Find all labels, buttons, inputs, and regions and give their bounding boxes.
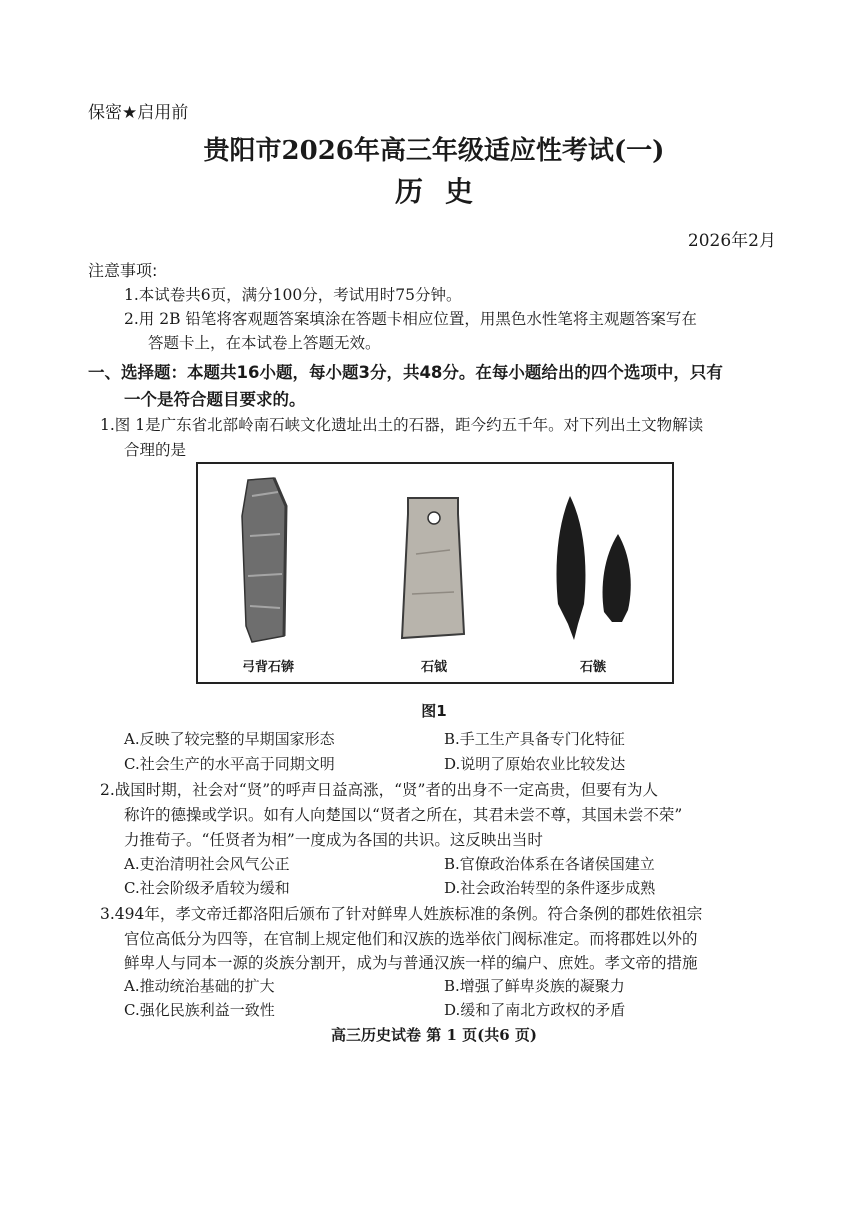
figure-1 [196, 462, 674, 684]
figure-label-arrowhead: 石镞 [580, 660, 607, 675]
option-d: D.缓和了南北方政权的矛盾 [444, 1001, 626, 1019]
note-item: 2.用 2B 铅笔将客观题答案填涂在答题卡相应位置，用黑色水性笔将主观题答案写在 [124, 310, 697, 328]
option-a: A.反映了较完整的早期国家形态 [124, 730, 335, 748]
question-1-text: 合理的是 [124, 441, 187, 459]
figure-label-axe: 石钺 [421, 660, 448, 675]
option-b: B.官僚政治体系在各诸侯国建立 [444, 855, 655, 873]
option-c: C.社会生产的水平高于同期文明 [124, 755, 335, 773]
question-2-text: 称许的德操或学识。如有人向楚国以“贤者之所在，其君未尝不尊，其国未尝不荣” [124, 806, 683, 824]
question-1-text: 1.图 1是广东省北部岭南石峡文化遗址出土的石器，距今约五千年。对下列出土文物解读 [100, 416, 704, 434]
exam-date: 2026年2月 [687, 231, 776, 251]
section-heading: 一个是符合题目要求的。 [124, 390, 306, 409]
section-heading: 一、选择题：本题共16小题，每小题3分，共48分。在每小题给出的四个选项中，只有 [88, 363, 723, 382]
page-footer: 高三历史试卷 第 1 页(共6 页) [331, 1026, 537, 1044]
question-2-text: 2.战国时期，社会对“贤”的呼声日益高涨，“贤”者的出身不一定高贵，但要有为人 [100, 781, 658, 799]
option-c: C.强化民族利益一致性 [124, 1001, 275, 1019]
option-c: C.社会阶级矛盾较为缓和 [124, 879, 290, 897]
option-b: B.增强了鲜卑炎族的凝聚力 [444, 977, 625, 995]
figure-caption: 图1 [421, 702, 447, 720]
stone-axe-icon [398, 494, 468, 644]
figure-label-adze: 弓背石锛 [242, 660, 295, 675]
option-d: D.说明了原始农业比较发达 [444, 755, 626, 773]
confidential-mark: 保密★启用前 [88, 103, 189, 123]
option-d: D.社会政治转型的条件逐步成熟 [444, 879, 656, 897]
question-3-text: 官位高低分为四等，在官制上规定他们和汉族的选举依门阀标准定。而将郡姓以外的 [124, 930, 698, 948]
stone-arrowhead-icon [548, 494, 648, 642]
note-item: 答题卡上，在本试卷上答题无效。 [148, 334, 381, 352]
option-a: A.推动统治基础的扩大 [124, 977, 275, 995]
stone-adze-icon [234, 476, 294, 646]
question-3-text: 鲜卑人与同本一源的炎族分割开，成为与普通汉族一样的编户、庶姓。孝文帝的措施 [124, 954, 698, 972]
exam-title: 贵阳市2026年高三年级适应性考试(一) [203, 136, 665, 166]
question-3-text: 3.494年，孝文帝迁都洛阳后颁布了针对鲜卑人姓族标准的条例。符合条例的郡姓依祖宗 [100, 905, 703, 923]
option-a: A.吏治清明社会风气公正 [124, 855, 290, 873]
notes-heading: 注意事项: [88, 261, 158, 280]
option-b: B.手工生产具备专门化特征 [444, 730, 625, 748]
subject-title: 历史 [394, 175, 495, 208]
question-2-text: 力推荀子。“任贤者为相”一度成为各国的共识。这反映出当时 [124, 831, 543, 849]
note-item: 1.本试卷共6页，满分100分，考试用时75分钟。 [124, 286, 462, 304]
